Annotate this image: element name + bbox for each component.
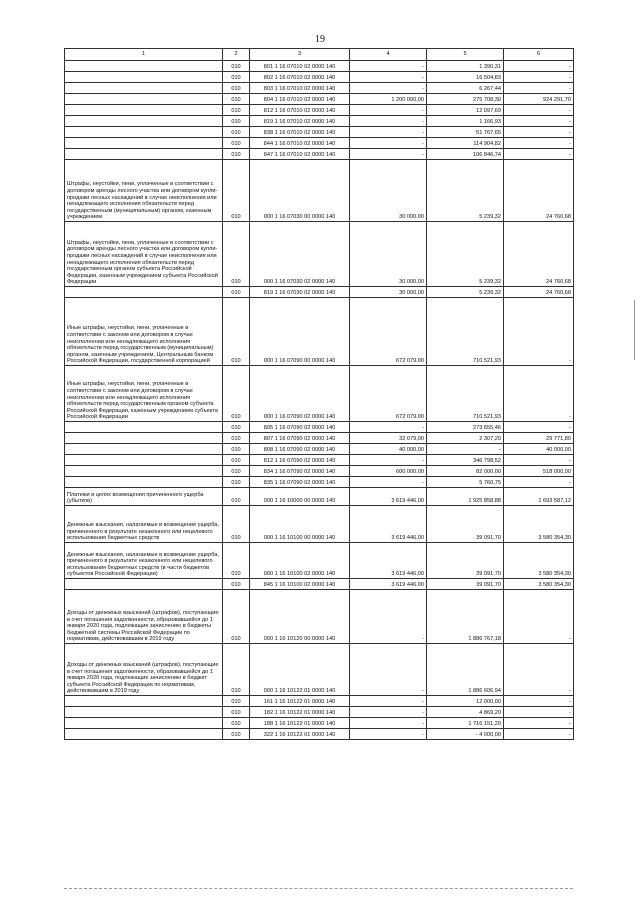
row-unexecuted-cell: - [504, 366, 574, 422]
row-kbk-cell: 835 1 16 07090 02 0000 140 [250, 477, 350, 488]
header-col-4: 4 [350, 49, 427, 61]
row-executed-cell: 1 166,93 [427, 116, 504, 127]
header-col-5: 5 [427, 49, 504, 61]
row-approved-cell: 40 000,00 [350, 444, 427, 455]
table-row [65, 138, 574, 149]
table-row [65, 707, 574, 718]
row-approved-cell: - [350, 61, 427, 72]
table-row [65, 696, 574, 707]
row-code-cell: 010 [223, 105, 250, 116]
row-executed-cell: 12 097,69 [427, 105, 504, 116]
row-approved-cell: 30 000,00 [350, 287, 427, 298]
row-approved-cell: - [350, 477, 427, 488]
row-executed-cell: 12 000,00 [427, 696, 504, 707]
row-name-cell [65, 433, 223, 444]
row-approved-cell: 30 000,00 [350, 222, 427, 287]
row-executed-cell: - [427, 444, 504, 455]
row-name-cell: Денежные взыскания, налагаемые в возмещение ущерба, причиненного в результате незаконного или нецелевого использования бюджетных средств (в части бюджетов субъектов Российской Федерации) [65, 543, 223, 579]
row-name-cell: Доходы от денежных взысканий (штрафов), поступающие в счет погашения задолженности, образовавшейся до 1 января 2020 года, подлежащие зачислению в бюджеты бюджетной системы Российской Федерации по нормативам, действовавшим в 2019 году [65, 590, 223, 644]
row-approved-cell: 3 619 446,00 [350, 579, 427, 590]
row-executed-cell: 273 655,46 [427, 422, 504, 433]
row-code-cell: 010 [223, 422, 250, 433]
row-unexecuted-cell: - [504, 707, 574, 718]
table-row [65, 590, 574, 644]
row-approved-cell: 32 079,00 [350, 433, 427, 444]
row-unexecuted-cell: 24 760,68 [504, 160, 574, 222]
row-name-cell: Денежные взыскания, налагаемые в возмещение ущерба, причиненного в результате незаконного или нецелевого использования бюджетных средств [65, 506, 223, 543]
row-executed-cell: 82 000,00 [427, 466, 504, 477]
table-row [65, 506, 574, 543]
row-unexecuted-cell: 518 000,00 [504, 466, 574, 477]
row-kbk-cell: 804 1 16 07010 02 0000 140 [250, 94, 350, 105]
table-row [65, 298, 574, 366]
row-executed-cell: 710 521,93 [427, 298, 504, 366]
table-row [65, 543, 574, 579]
row-kbk-cell: 188 1 16 10122 01 0000 140 [250, 718, 350, 729]
row-approved-cell: 672 079,00 [350, 366, 427, 422]
row-name-cell [65, 61, 223, 72]
row-kbk-cell: 844 1 16 07010 02 0000 140 [250, 138, 350, 149]
row-kbk-cell: 838 1 16 07010 02 0000 140 [250, 127, 350, 138]
row-unexecuted-cell: - [504, 718, 574, 729]
row-executed-cell: 51 767,65 [427, 127, 504, 138]
row-name-cell [65, 455, 223, 466]
row-name-cell: Доходы от денежных взысканий (штрафов), поступающие в счет погашения задолженности, образовавшейся до 1 января 2020 года, подлежащие зачислению в бюджет субъекта Российской Федерации по нормативам, действовавшим в 2019 году [65, 644, 223, 696]
row-name-cell [65, 116, 223, 127]
row-code-cell: 010 [223, 298, 250, 366]
row-approved-cell: - [350, 116, 427, 127]
row-unexecuted-cell: - [504, 72, 574, 83]
row-unexecuted-cell: 24 760,68 [504, 222, 574, 287]
table-row [65, 455, 574, 466]
row-code-cell: 010 [223, 160, 250, 222]
row-approved-cell: - [350, 127, 427, 138]
row-unexecuted-cell: - [504, 590, 574, 644]
row-unexecuted-cell: - [504, 149, 574, 160]
row-executed-cell: 6 267,44 [427, 83, 504, 94]
row-approved-cell: 600 000,00 [350, 466, 427, 477]
header-col-1: 1 [65, 49, 223, 61]
row-approved-cell: 3 619 446,00 [350, 506, 427, 543]
row-name-cell [65, 466, 223, 477]
row-name-cell [65, 138, 223, 149]
row-name-cell [65, 422, 223, 433]
table-row [65, 72, 574, 83]
row-approved-cell: - [350, 149, 427, 160]
row-unexecuted-cell: 1 693 587,12 [504, 488, 574, 506]
row-executed-cell: 275 708,30 [427, 94, 504, 105]
row-code-cell: 010 [223, 590, 250, 644]
table-row [65, 116, 574, 127]
row-unexecuted-cell: - [504, 644, 574, 696]
row-unexecuted-cell: - [504, 83, 574, 94]
row-code-cell: 010 [223, 477, 250, 488]
row-kbk-cell: 805 1 16 07090 02 0000 140 [250, 422, 350, 433]
table-row [65, 718, 574, 729]
row-code-cell: 010 [223, 543, 250, 579]
row-kbk-cell: 819 1 16 07030 02 0000 140 [250, 287, 350, 298]
row-kbk-cell: 322 1 16 10122 01 0000 140 [250, 729, 350, 740]
row-kbk-cell: 000 1 16 10120 00 0000 140 [250, 590, 350, 644]
row-name-cell: Иные штрафы, неустойки, пени, уплаченные в соответствии с законом или договором в случае неисполнения или ненадлежащего исполнения обязательств перед государственным органом субъекта Российской Федерации, казенным учреждением субъекта Российской Федерации [65, 366, 223, 422]
row-name-cell [65, 444, 223, 455]
table-row [65, 422, 574, 433]
table-row [65, 488, 574, 506]
row-approved-cell: - [350, 83, 427, 94]
row-approved-cell: - [350, 696, 427, 707]
row-kbk-cell: 807 1 16 07090 02 0000 140 [250, 433, 350, 444]
table-row [65, 644, 574, 696]
row-unexecuted-cell: 29 771,80 [504, 433, 574, 444]
row-approved-cell: - [350, 590, 427, 644]
row-executed-cell: 2 307,20 [427, 433, 504, 444]
row-kbk-cell: 812 1 16 07090 02 0000 140 [250, 455, 350, 466]
table-row [65, 127, 574, 138]
row-kbk-cell: 000 1 16 07090 00 0000 140 [250, 298, 350, 366]
row-kbk-cell: 802 1 16 07010 02 0000 140 [250, 72, 350, 83]
row-name-cell [65, 696, 223, 707]
row-executed-cell: 1 716 151,20 [427, 718, 504, 729]
row-unexecuted-cell: - [504, 729, 574, 740]
row-unexecuted-cell: - [504, 422, 574, 433]
table-row [65, 149, 574, 160]
row-approved-cell: - [350, 644, 427, 696]
header-col-3: 3 [250, 49, 350, 61]
row-executed-cell: 5 239,32 [427, 222, 504, 287]
row-code-cell: 010 [223, 718, 250, 729]
row-code-cell: 010 [223, 579, 250, 590]
row-code-cell: 010 [223, 222, 250, 287]
row-name-cell: Иные штрафы, неустойки, пени, уплаченные в соответствии с законом или договором в случае неисполнения или ненадлежащего исполнения обязательств перед государственным (муниципальным) органом, казенным учреждением, Центральным банком Российской Федерации, государственной корпорацией [65, 298, 223, 366]
row-kbk-cell: 000 1 16 10000 00 0000 140 [250, 488, 350, 506]
row-kbk-cell: 000 1 16 10100 02 0000 140 [250, 543, 350, 579]
row-executed-cell: 1 390,31 [427, 61, 504, 72]
row-kbk-cell: 000 1 16 07030 00 0000 140 [250, 160, 350, 222]
row-name-cell [65, 729, 223, 740]
row-name-cell [65, 718, 223, 729]
row-unexecuted-cell: - [504, 477, 574, 488]
row-code-cell: 010 [223, 116, 250, 127]
row-code-cell: 010 [223, 61, 250, 72]
row-name-cell [65, 83, 223, 94]
row-kbk-cell: 000 1 16 10122 01 0000 140 [250, 644, 350, 696]
row-unexecuted-cell: - [504, 127, 574, 138]
row-approved-cell: 30 000,00 [350, 160, 427, 222]
row-approved-cell: 672 079,00 [350, 298, 427, 366]
row-kbk-cell: 000 1 16 07090 02 0000 140 [250, 366, 350, 422]
row-unexecuted-cell: 40 000,00 [504, 444, 574, 455]
table-row [65, 105, 574, 116]
table-row [65, 579, 574, 590]
edge-mark [634, 300, 635, 360]
row-kbk-cell: 000 1 16 07030 02 0000 140 [250, 222, 350, 287]
row-unexecuted-cell: 3 580 354,30 [504, 579, 574, 590]
table-body [65, 61, 574, 740]
row-executed-cell: 39 091,70 [427, 543, 504, 579]
row-unexecuted-cell: - [504, 138, 574, 149]
table-row [65, 477, 574, 488]
row-code-cell: 010 [223, 138, 250, 149]
row-unexecuted-cell: - [504, 455, 574, 466]
row-kbk-cell: 801 1 16 07010 02 0000 140 [250, 61, 350, 72]
row-name-cell [65, 105, 223, 116]
row-kbk-cell: 847 1 16 07010 02 0000 140 [250, 149, 350, 160]
page-number: 19 [315, 34, 325, 45]
row-code-cell: 010 [223, 729, 250, 740]
row-approved-cell: 3 619 446,00 [350, 488, 427, 506]
row-kbk-cell: 000 1 16 10100 00 0000 140 [250, 506, 350, 543]
row-name-cell: Штрафы, неустойки, пени, уплаченные в соответствии с договором аренды лесного участка или договором купли-продажи лесных насаждений в случае неисполнения или ненадлежащего исполнения обязательств перед государственным (муниципальным) органом, казенным учреждением [65, 160, 223, 222]
row-approved-cell: - [350, 138, 427, 149]
row-executed-cell: 39 091,70 [427, 579, 504, 590]
footer-rule [64, 888, 573, 889]
row-code-cell: 010 [223, 149, 250, 160]
row-code-cell: 010 [223, 287, 250, 298]
row-name-cell [65, 127, 223, 138]
row-executed-cell: 1 886 767,18 [427, 590, 504, 644]
row-executed-cell: 5 239,32 [427, 287, 504, 298]
row-name-cell [65, 94, 223, 105]
row-kbk-cell: 803 1 16 07010 02 0000 140 [250, 83, 350, 94]
row-code-cell: 010 [223, 433, 250, 444]
row-executed-cell: 16 504,83 [427, 72, 504, 83]
row-code-cell: 010 [223, 83, 250, 94]
row-approved-cell: - [350, 707, 427, 718]
row-unexecuted-cell: 24 760,68 [504, 287, 574, 298]
row-unexecuted-cell: 924 291,70 [504, 94, 574, 105]
row-unexecuted-cell: - [504, 696, 574, 707]
row-unexecuted-cell: - [504, 298, 574, 366]
row-code-cell: 010 [223, 466, 250, 477]
row-kbk-cell: 161 1 16 10122 01 0000 140 [250, 696, 350, 707]
row-name-cell [65, 287, 223, 298]
header-col-6: 6 [504, 49, 574, 61]
row-executed-cell: 1 925 858,88 [427, 488, 504, 506]
table-row [65, 366, 574, 422]
row-executed-cell: 5 239,32 [427, 160, 504, 222]
row-code-cell: 010 [223, 488, 250, 506]
row-kbk-cell: 808 1 16 07090 02 0000 140 [250, 444, 350, 455]
row-kbk-cell: 819 1 16 07010 02 0000 140 [250, 116, 350, 127]
row-name-cell: Платежи в целях возмещения причиненного ущерба (убытков) [65, 488, 223, 506]
row-approved-cell: - [350, 455, 427, 466]
row-code-cell: 010 [223, 127, 250, 138]
row-kbk-cell: 182 1 16 10122 01 0000 140 [250, 707, 350, 718]
row-executed-cell: 114 904,82 [427, 138, 504, 149]
row-name-cell [65, 72, 223, 83]
row-executed-cell: 1 886 606,94 [427, 644, 504, 696]
revenue-table [64, 48, 574, 740]
row-executed-cell: 5 760,75 [427, 477, 504, 488]
table-row [65, 433, 574, 444]
row-executed-cell: 710 521,93 [427, 366, 504, 422]
table-header-row [65, 49, 574, 61]
row-unexecuted-cell: - [504, 116, 574, 127]
row-unexecuted-cell: 3 580 354,30 [504, 543, 574, 579]
row-executed-cell: - 4 000,00 [427, 729, 504, 740]
row-kbk-cell: 812 1 16 07010 02 0000 140 [250, 105, 350, 116]
row-code-cell: 010 [223, 506, 250, 543]
row-name-cell [65, 477, 223, 488]
row-executed-cell: 106 846,74 [427, 149, 504, 160]
row-approved-cell: - [350, 718, 427, 729]
row-code-cell: 010 [223, 444, 250, 455]
row-name-cell: Штрафы, неустойки, пени, уплаченные в соответствии с договором аренды лесного участка или договором купли-продажи лесных насаждений в случае неисполнения или ненадлежащего исполнения обязательств перед государственным органом субъекта Российской Федерации, казенным учреждением субъекта Российской Федерации [65, 222, 223, 287]
table-row [65, 287, 574, 298]
row-approved-cell: - [350, 729, 427, 740]
row-approved-cell: - [350, 105, 427, 116]
table-row [65, 444, 574, 455]
row-approved-cell: - [350, 72, 427, 83]
row-code-cell: 010 [223, 644, 250, 696]
table-row [65, 94, 574, 105]
table-row [65, 466, 574, 477]
table-row [65, 222, 574, 287]
row-code-cell: 010 [223, 707, 250, 718]
row-approved-cell: 3 619 446,00 [350, 543, 427, 579]
row-code-cell: 010 [223, 72, 250, 83]
row-code-cell: 010 [223, 696, 250, 707]
row-code-cell: 010 [223, 366, 250, 422]
table-row [65, 61, 574, 72]
row-unexecuted-cell: 3 580 354,30 [504, 506, 574, 543]
row-executed-cell: 39 091,70 [427, 506, 504, 543]
row-kbk-cell: 845 1 16 10100 02 0000 140 [250, 579, 350, 590]
row-unexecuted-cell: - [504, 61, 574, 72]
row-approved-cell: 1 200 000,00 [350, 94, 427, 105]
table-row [65, 160, 574, 222]
table-row [65, 729, 574, 740]
row-name-cell [65, 149, 223, 160]
header-col-2: 2 [223, 49, 250, 61]
row-unexecuted-cell: - [504, 105, 574, 116]
row-kbk-cell: 834 1 16 07090 02 0000 140 [250, 466, 350, 477]
row-name-cell [65, 579, 223, 590]
row-executed-cell: 4 869,20 [427, 707, 504, 718]
row-approved-cell: - [350, 422, 427, 433]
row-code-cell: 010 [223, 455, 250, 466]
row-code-cell: 010 [223, 94, 250, 105]
table-row [65, 83, 574, 94]
row-name-cell [65, 707, 223, 718]
row-executed-cell: 346 798,52 [427, 455, 504, 466]
